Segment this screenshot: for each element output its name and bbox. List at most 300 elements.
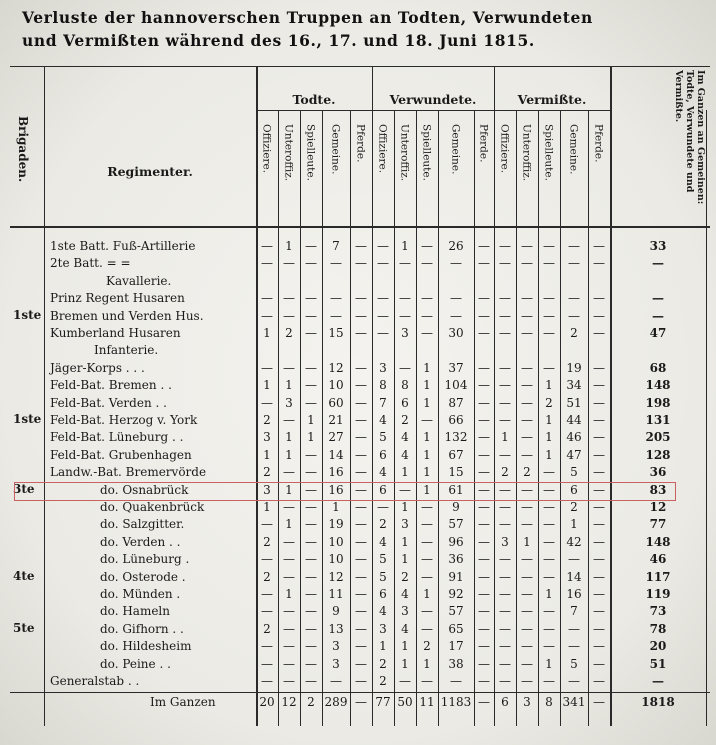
table-cell: — xyxy=(478,587,490,601)
table-cell: — xyxy=(521,430,533,445)
table-cell: 2 xyxy=(285,326,293,340)
table-cell: 16 xyxy=(328,482,344,497)
table-cell: 67 xyxy=(448,447,464,462)
table-cell: 44 xyxy=(566,413,582,427)
brigade-label: 1ste xyxy=(13,412,42,426)
row-name: do. Osnabrück xyxy=(100,482,189,497)
table-cell: — xyxy=(478,360,490,375)
table-cell: — xyxy=(568,239,580,253)
subheader-verwundete-5: Pferde. xyxy=(477,124,490,163)
table-cell: — xyxy=(499,604,511,619)
subheader-todte-3: Spielleute. xyxy=(304,124,317,181)
row-name: Feld-Bat. Bremen . . xyxy=(50,378,172,393)
table-cell: 1 xyxy=(545,430,553,445)
table-cell: 36 xyxy=(448,552,464,567)
table-cell: — xyxy=(543,639,555,654)
table-cell: — xyxy=(499,447,511,462)
table-cell: 16 xyxy=(566,587,582,601)
table-cell: 3 xyxy=(401,517,409,532)
table-cell: 2 xyxy=(523,465,531,480)
table-cell: 3 xyxy=(285,395,293,410)
table-cell: — xyxy=(521,395,533,410)
row-name: do. Hildesheim xyxy=(100,639,192,654)
table-cell: 12 xyxy=(328,569,344,584)
table-cell: 47 xyxy=(649,326,667,340)
table-cell: — xyxy=(499,587,511,601)
table-cell: 10 xyxy=(328,552,344,567)
table-cell: 7 xyxy=(379,395,387,410)
row-name: Kumberland Husaren xyxy=(50,326,181,340)
table-cell: 19 xyxy=(566,360,582,375)
table-cell: 148 xyxy=(645,534,671,549)
table-cell: — xyxy=(568,674,580,688)
row-name: Feld-Bat. Grubenhagen xyxy=(50,447,192,462)
table-cell: — xyxy=(543,674,555,688)
brigade-col-rule xyxy=(44,66,45,726)
table-cell: — xyxy=(261,360,273,375)
table-cell: — xyxy=(543,308,555,323)
table-cell: 9 xyxy=(452,500,460,514)
table-cell: 37 xyxy=(448,360,464,375)
table-cell: 11 xyxy=(328,587,344,601)
table-cell: 1 xyxy=(423,465,431,480)
table-cell: — xyxy=(652,308,664,323)
table-cell: 91 xyxy=(448,569,464,584)
table-cell: — xyxy=(652,674,664,688)
table-cell: 1 xyxy=(263,326,271,340)
row-name: do. Münden . xyxy=(100,587,181,601)
table-cell: — xyxy=(305,569,317,584)
totals-cell: 11 xyxy=(419,695,435,710)
table-cell: 3 xyxy=(401,604,409,619)
table-cell: — xyxy=(593,256,605,271)
row-name: Kavallerie. xyxy=(106,273,172,288)
totals-cell: 6 xyxy=(501,695,509,710)
totals-cell: 50 xyxy=(397,695,413,710)
table-cell: 1 xyxy=(545,378,553,393)
table-cell: 1 xyxy=(401,656,409,671)
table-cell: 5 xyxy=(570,656,578,671)
regimenter-header: Regimenter. xyxy=(107,164,193,179)
table-cell: 2 xyxy=(379,674,387,688)
row-name: do. Gifhorn . . xyxy=(100,621,184,636)
table-cell: 1 xyxy=(423,430,431,445)
table-cell: 83 xyxy=(649,482,667,497)
totals-cell: 2 xyxy=(307,695,315,710)
row-name: Generalstab . . xyxy=(50,674,140,688)
table-cell: 119 xyxy=(645,587,671,601)
totals-cell: 8 xyxy=(545,695,553,710)
table-cell: — xyxy=(355,604,367,619)
table-cell: — xyxy=(355,534,367,549)
table-cell: — xyxy=(261,656,273,671)
table-cell: — xyxy=(305,517,317,532)
table-cell: — xyxy=(568,291,580,306)
table-cell: — xyxy=(593,621,605,636)
table-cell: — xyxy=(421,256,433,271)
table-cell: — xyxy=(521,482,533,497)
table-cell: 2 xyxy=(401,569,409,584)
table-cell: — xyxy=(543,604,555,619)
table-cell: — xyxy=(499,239,511,253)
table-cell: — xyxy=(499,621,511,636)
table-cell: 3 xyxy=(332,656,340,671)
table-cell: — xyxy=(568,639,580,654)
table-cell: — xyxy=(478,500,490,514)
table-cell: — xyxy=(421,674,433,688)
table-cell: — xyxy=(543,291,555,306)
table-cell: 9 xyxy=(332,604,340,619)
table-cell: 2 xyxy=(263,621,271,636)
table-cell: 1 xyxy=(501,430,509,445)
table-cell: 92 xyxy=(448,587,464,601)
row-name: do. Salzgitter. xyxy=(100,517,185,532)
table-cell: 46 xyxy=(566,430,582,445)
table-cell: — xyxy=(450,308,462,323)
row-name: 1ste Batt. Fuß-Artillerie xyxy=(50,239,196,253)
row-name: Landw.-Bat. Bremervörde xyxy=(50,465,207,480)
table-cell: 131 xyxy=(645,413,671,427)
table-cell: 3 xyxy=(401,326,409,340)
table-cell: — xyxy=(593,552,605,567)
table-cell: — xyxy=(261,395,273,410)
table-cell: 60 xyxy=(328,395,344,410)
table-cell: 1 xyxy=(285,587,293,601)
table-cell: 2 xyxy=(379,656,387,671)
table-cell: — xyxy=(305,360,317,375)
table-cell: — xyxy=(543,360,555,375)
table-cell: 27 xyxy=(328,430,344,445)
table-cell: — xyxy=(305,395,317,410)
table-cell: — xyxy=(421,239,433,253)
table-cell: 5 xyxy=(379,430,387,445)
table-cell: — xyxy=(499,569,511,584)
table-cell: — xyxy=(521,500,533,514)
totals-cell: — xyxy=(593,695,605,710)
table-cell: — xyxy=(261,587,273,601)
brigaden-header: Brigaden. xyxy=(16,116,30,183)
table-cell: 3 xyxy=(501,534,509,549)
table-cell: — xyxy=(593,500,605,514)
table-cell: — xyxy=(305,378,317,393)
table-cell: — xyxy=(355,360,367,375)
table-cell: 73 xyxy=(649,604,667,619)
table-cell: — xyxy=(499,395,511,410)
table-top-rule xyxy=(10,66,710,67)
table-cell: — xyxy=(478,552,490,567)
table-cell: — xyxy=(652,256,664,271)
table-cell: — xyxy=(399,256,411,271)
table-cell: — xyxy=(261,552,273,567)
group-verwundete: Verwundete. xyxy=(389,92,477,107)
table-cell: 128 xyxy=(645,447,671,462)
table-cell: — xyxy=(305,621,317,636)
table-cell: — xyxy=(399,360,411,375)
table-cell: 7 xyxy=(570,604,578,619)
table-cell: 34 xyxy=(566,378,582,393)
table-cell: 3 xyxy=(332,639,340,654)
table-cell: — xyxy=(593,447,605,462)
row-name: do. Lüneburg . xyxy=(100,552,190,567)
table-cell: — xyxy=(261,308,273,323)
table-cell: 4 xyxy=(401,587,409,601)
losses-table xyxy=(10,66,710,736)
table-cell: 78 xyxy=(649,621,667,636)
table-cell: — xyxy=(305,639,317,654)
table-cell: 1 xyxy=(285,239,293,253)
table-cell: 2 xyxy=(401,413,409,427)
table-cell: — xyxy=(399,308,411,323)
table-cell: 6 xyxy=(379,447,387,462)
table-cell: — xyxy=(283,291,295,306)
table-cell: — xyxy=(305,482,317,497)
table-cell: 2 xyxy=(501,465,509,480)
table-cell: — xyxy=(355,587,367,601)
table-cell: — xyxy=(499,378,511,393)
table-cell: — xyxy=(478,308,490,323)
table-cell: — xyxy=(521,552,533,567)
table-cell: 7 xyxy=(332,239,340,253)
table-cell: 1 xyxy=(285,447,293,462)
table-cell: — xyxy=(305,308,317,323)
row-name: Bremen und Verden Hus. xyxy=(50,308,204,323)
table-cell: 1 xyxy=(401,465,409,480)
table-cell: 6 xyxy=(379,482,387,497)
table-cell: 10 xyxy=(328,534,344,549)
table-cell: — xyxy=(499,360,511,375)
table-cell: 1 xyxy=(263,500,271,514)
table-cell: — xyxy=(377,291,389,306)
table-cell: — xyxy=(283,534,295,549)
table-cell: 2 xyxy=(545,395,553,410)
table-cell: 2 xyxy=(263,569,271,584)
table-cell: — xyxy=(593,291,605,306)
table-cell: — xyxy=(499,517,511,532)
table-cell: 1 xyxy=(545,447,553,462)
table-cell: 57 xyxy=(448,604,464,619)
table-cell: 1 xyxy=(285,378,293,393)
table-cell: — xyxy=(478,639,490,654)
table-cell: 1 xyxy=(423,395,431,410)
table-cell: — xyxy=(499,552,511,567)
table-cell: — xyxy=(421,552,433,567)
table-cell: 1 xyxy=(423,656,431,671)
subheader-vermisste-4: Gemeine. xyxy=(567,124,580,175)
table-cell: — xyxy=(478,569,490,584)
col-rule xyxy=(706,110,707,726)
totals-label: Im Ganzen xyxy=(150,695,216,710)
table-cell: — xyxy=(261,674,273,688)
table-cell: — xyxy=(593,656,605,671)
table-cell: — xyxy=(593,604,605,619)
table-cell: 16 xyxy=(328,465,344,480)
table-cell: 2 xyxy=(423,639,431,654)
table-cell: 205 xyxy=(645,430,671,445)
table-cell: — xyxy=(499,326,511,340)
table-cell: — xyxy=(521,604,533,619)
row-name: 2te Batt. = = xyxy=(50,256,131,271)
table-cell: 65 xyxy=(448,621,464,636)
table-cell: — xyxy=(355,395,367,410)
table-cell: 2 xyxy=(570,500,578,514)
table-cell: — xyxy=(593,239,605,253)
totals-cell: 20 xyxy=(259,695,275,710)
table-cell: — xyxy=(478,395,490,410)
subheader-verwundete-2: Unteroffiz. xyxy=(398,124,411,182)
table-cell: — xyxy=(355,674,367,688)
table-cell: 1 xyxy=(401,500,409,514)
table-cell: 2 xyxy=(263,465,271,480)
table-cell: — xyxy=(521,239,533,253)
title-line-1: Verluste der hannoverschen Truppen an Todten, Verwundeten xyxy=(22,8,593,27)
table-cell: 77 xyxy=(649,517,667,532)
brigade-label: 3te xyxy=(13,481,35,496)
row-name: Feld-Bat. Verden . . xyxy=(50,395,167,410)
table-cell: — xyxy=(283,604,295,619)
table-cell: — xyxy=(305,604,317,619)
table-cell: 26 xyxy=(448,239,464,253)
table-cell: 6 xyxy=(401,395,409,410)
table-cell: — xyxy=(261,639,273,654)
table-cell: — xyxy=(478,621,490,636)
table-cell: 1 xyxy=(401,552,409,567)
table-cell: — xyxy=(421,621,433,636)
table-cell: — xyxy=(499,291,511,306)
table-cell: — xyxy=(499,413,511,427)
table-cell: 104 xyxy=(444,378,468,393)
table-cell: 6 xyxy=(570,482,578,497)
totals-cell: — xyxy=(355,695,367,710)
table-cell: — xyxy=(543,569,555,584)
table-cell: — xyxy=(478,239,490,253)
table-cell: — xyxy=(478,656,490,671)
table-cell: — xyxy=(355,239,367,253)
table-cell: — xyxy=(593,587,605,601)
table-cell: 117 xyxy=(645,569,671,584)
row-name: Feld-Bat. Herzog v. York xyxy=(50,413,198,427)
table-cell: — xyxy=(478,465,490,480)
table-cell: 12 xyxy=(649,500,667,514)
table-cell: 15 xyxy=(448,465,464,480)
brigade-label: 5te xyxy=(13,620,35,635)
row-name: do. Verden . . xyxy=(100,534,181,549)
table-cell: 47 xyxy=(566,447,582,462)
table-cell: — xyxy=(305,239,317,253)
table-cell: — xyxy=(377,308,389,323)
table-cell: — xyxy=(543,482,555,497)
table-cell: — xyxy=(568,621,580,636)
table-cell: — xyxy=(305,326,317,340)
table-cell: — xyxy=(283,465,295,480)
table-cell: — xyxy=(305,587,317,601)
table-cell: 4 xyxy=(401,430,409,445)
table-cell: 36 xyxy=(649,465,667,480)
table-cell: — xyxy=(543,500,555,514)
table-cell: 1 xyxy=(545,587,553,601)
table-cell: — xyxy=(543,534,555,549)
document-title xyxy=(22,6,702,52)
group-rule xyxy=(256,110,610,111)
table-cell: — xyxy=(399,674,411,688)
table-cell: 1 xyxy=(401,639,409,654)
table-cell: — xyxy=(330,674,342,688)
table-cell: — xyxy=(355,552,367,567)
table-cell: — xyxy=(305,291,317,306)
totals-cell: 77 xyxy=(375,695,391,710)
row-name: do. Quakenbrück xyxy=(100,500,205,514)
table-cell: 10 xyxy=(328,378,344,393)
table-cell: — xyxy=(543,621,555,636)
table-cell: — xyxy=(261,291,273,306)
totals-cell: 289 xyxy=(324,695,348,710)
table-cell: 5 xyxy=(379,569,387,584)
table-cell: 33 xyxy=(649,239,667,253)
table-cell: 5 xyxy=(570,465,578,480)
subheader-verwundete-4: Gemeine. xyxy=(449,124,462,175)
table-cell: 1 xyxy=(379,639,387,654)
subheader-todte-1: Offiziere. xyxy=(260,124,273,174)
table-cell: — xyxy=(421,517,433,532)
totals-rule xyxy=(10,692,710,693)
table-cell: 15 xyxy=(328,326,344,340)
table-cell: 6 xyxy=(379,587,387,601)
table-cell: — xyxy=(521,517,533,532)
subheader-todte-4: Gemeine. xyxy=(329,124,342,175)
table-cell: 61 xyxy=(448,482,464,497)
table-cell: — xyxy=(499,674,511,688)
table-cell: — xyxy=(305,465,317,480)
subheader-todte-5: Pferde. xyxy=(354,124,367,163)
table-cell: — xyxy=(478,447,490,462)
table-cell: — xyxy=(543,326,555,340)
table-cell: — xyxy=(330,256,342,271)
table-cell: 132 xyxy=(444,430,468,445)
table-cell: — xyxy=(499,482,511,497)
table-cell: — xyxy=(283,639,295,654)
table-cell: — xyxy=(330,291,342,306)
table-cell: 51 xyxy=(649,656,667,671)
table-cell: — xyxy=(593,326,605,340)
table-cell: — xyxy=(355,430,367,445)
table-cell: 3 xyxy=(379,621,387,636)
table-cell: — xyxy=(478,482,490,497)
table-cell: 1 xyxy=(545,656,553,671)
table-cell: — xyxy=(399,291,411,306)
table-cell: 148 xyxy=(645,378,671,393)
table-cell: — xyxy=(478,430,490,445)
table-cell: — xyxy=(355,500,367,514)
table-cell: — xyxy=(421,534,433,549)
table-cell: 96 xyxy=(448,534,464,549)
table-cell: — xyxy=(283,656,295,671)
table-cell: — xyxy=(305,447,317,462)
group-todte: Todte. xyxy=(292,92,336,107)
table-cell: — xyxy=(450,256,462,271)
table-cell: 1 xyxy=(570,517,578,532)
table-cell: 1 xyxy=(523,534,531,549)
table-cell: — xyxy=(593,534,605,549)
table-cell: 3 xyxy=(379,360,387,375)
title-line-2: und Vermißten während des 16., 17. und 18. Juni 1815. xyxy=(22,31,535,50)
table-cell: 4 xyxy=(379,534,387,549)
table-cell: 1 xyxy=(307,413,315,427)
table-cell: — xyxy=(355,465,367,480)
subheader-vermisste-2: Unteroffiz. xyxy=(520,124,533,182)
subheader-vermisste-3: Spielleute. xyxy=(542,124,555,181)
subheader-todte-2: Unteroffiz. xyxy=(282,124,295,182)
table-cell: — xyxy=(593,569,605,584)
table-cell: — xyxy=(521,378,533,393)
